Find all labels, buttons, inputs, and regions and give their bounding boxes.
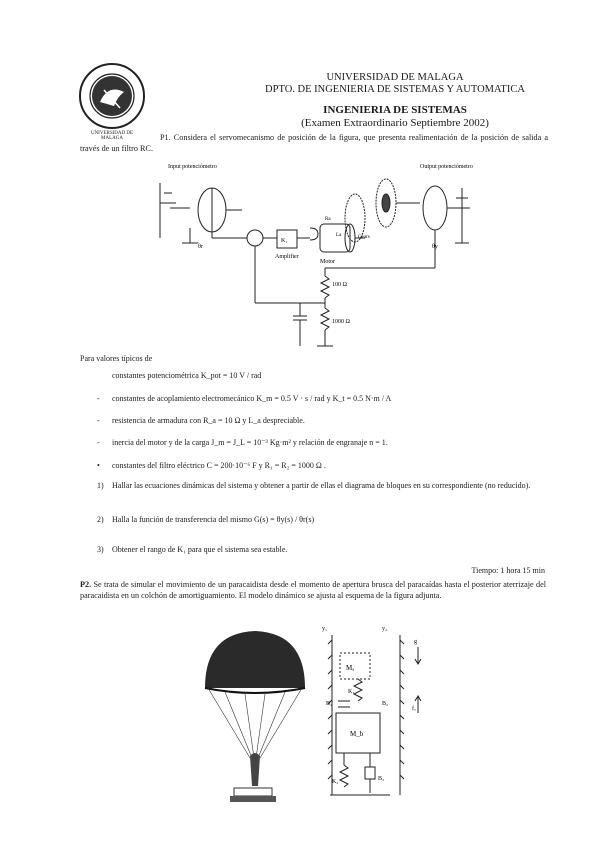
fig-label-amplifier: Amplifier [275, 254, 299, 260]
fig-label-y1: y₁ [322, 626, 328, 632]
value-item-5: constantes del filtro eléctrico C = 200·10⁻⁶ F y R₁ = R₂ = 1000 Ω . [112, 461, 326, 470]
bullet: • [97, 461, 100, 470]
fig-label-k1: K₁ [348, 689, 355, 695]
university-name: UNIVERSIDAD DE MALAGA [326, 72, 464, 83]
fig-label-theta-r: θr [198, 244, 203, 250]
p1-intro: P1. Considera el servomecanismo de posición de la figura, que presenta realimentación de la posición de salida a través de un filtro RC. [80, 133, 548, 153]
question-3-num: 3) [97, 545, 104, 554]
fig-label-output-pot: Output potenciómetro [420, 164, 473, 170]
question-3-text: Obtener el rango de K₁ para que el sistema sea estable. [112, 545, 288, 554]
fig-label-fa: fₐ [412, 706, 416, 712]
department-name: DPTO. DE INGENIERIA DE SISTEMAS Y AUTOMATICA [265, 84, 525, 95]
bullet: - [97, 394, 100, 403]
fig-label-r100: 100 Ω [332, 282, 347, 288]
exam-subtitle: (Examen Extraordinario Septiembre 2002) [301, 117, 489, 129]
mechanical-model [320, 615, 430, 815]
question-2-text: Halla la función de transferencia del mismo G(s) = θy(s) / θr(s) [112, 515, 315, 524]
value-item-1: constantes potenciométrica K_pot = 10 V / rad [112, 371, 262, 380]
p2-text [80, 580, 546, 601]
fig-label-ma: Mₐ [346, 664, 355, 672]
fig-label-gears: Gears [358, 235, 370, 240]
fig-label-y2: y₂ [382, 626, 388, 632]
fig-label-b1: B₁ [326, 701, 333, 707]
fig-label-mb: M_b [350, 730, 364, 738]
seal-text: UNIVERSIDAD DE MALAGA [90, 131, 134, 141]
p2-label: P2. [80, 580, 92, 589]
fig-label-la: La [336, 233, 342, 238]
value-item-2: constantes de acoplamiento electromecánico K_m = 0.5 V · s / rad y K_t = 0.5 N·m / A [112, 394, 392, 403]
question-1-num: 1) [97, 481, 104, 490]
fig-label-k2: K₂ [332, 779, 339, 785]
servo-diagram [150, 158, 480, 358]
fig-label-ra: Ra [325, 217, 331, 222]
question-1-text: Hallar las ecuaciones dinámicas del sistema y obtener a partir de ellas el diagrama de bloques en su correspondiente (no reducido). [112, 481, 531, 490]
fig-label-r1000: 1000 Ω [332, 319, 350, 325]
values-intro: Para valores típicos de [80, 354, 153, 363]
fig-label-ka: K₁ [281, 238, 288, 244]
fig-label-g: g [414, 639, 417, 645]
university-seal [78, 62, 146, 130]
value-item-3: resistencia de armadura con R_a = 10 Ω y L_a despreciable. [112, 416, 305, 425]
bullet: - [97, 416, 100, 425]
subject-title: INGENIERIA DE SISTEMAS [323, 104, 467, 116]
p2-body: Se trata de simular el movimiento de un paracaidista desde el momento de apertura brusca del paracaídas hasta el posterior aterrizaje del paracaidista en un colchón de amortiguamiento. El modelo dinámico se ajusta al esquema de la figura adjunta. [80, 580, 547, 600]
bullet: - [97, 438, 100, 447]
parachute-illustration [200, 628, 310, 828]
fig-label-b2: B₂ [382, 701, 389, 707]
question-2-num: 2) [97, 515, 104, 524]
fig-label-input-pot: Input potenciómetro [168, 164, 217, 170]
time-limit: Tiempo: 1 hora 15 min [471, 566, 545, 575]
fig-label-motor: Motor [320, 259, 335, 265]
value-item-4: inercia del motor y de la carga J_m = J_L = 10⁻³ Kg·m² y relación de engranaje n = 1. [112, 438, 388, 447]
fig-label-b3: B₃ [378, 776, 385, 782]
fig-label-theta-y: θy [432, 244, 438, 250]
